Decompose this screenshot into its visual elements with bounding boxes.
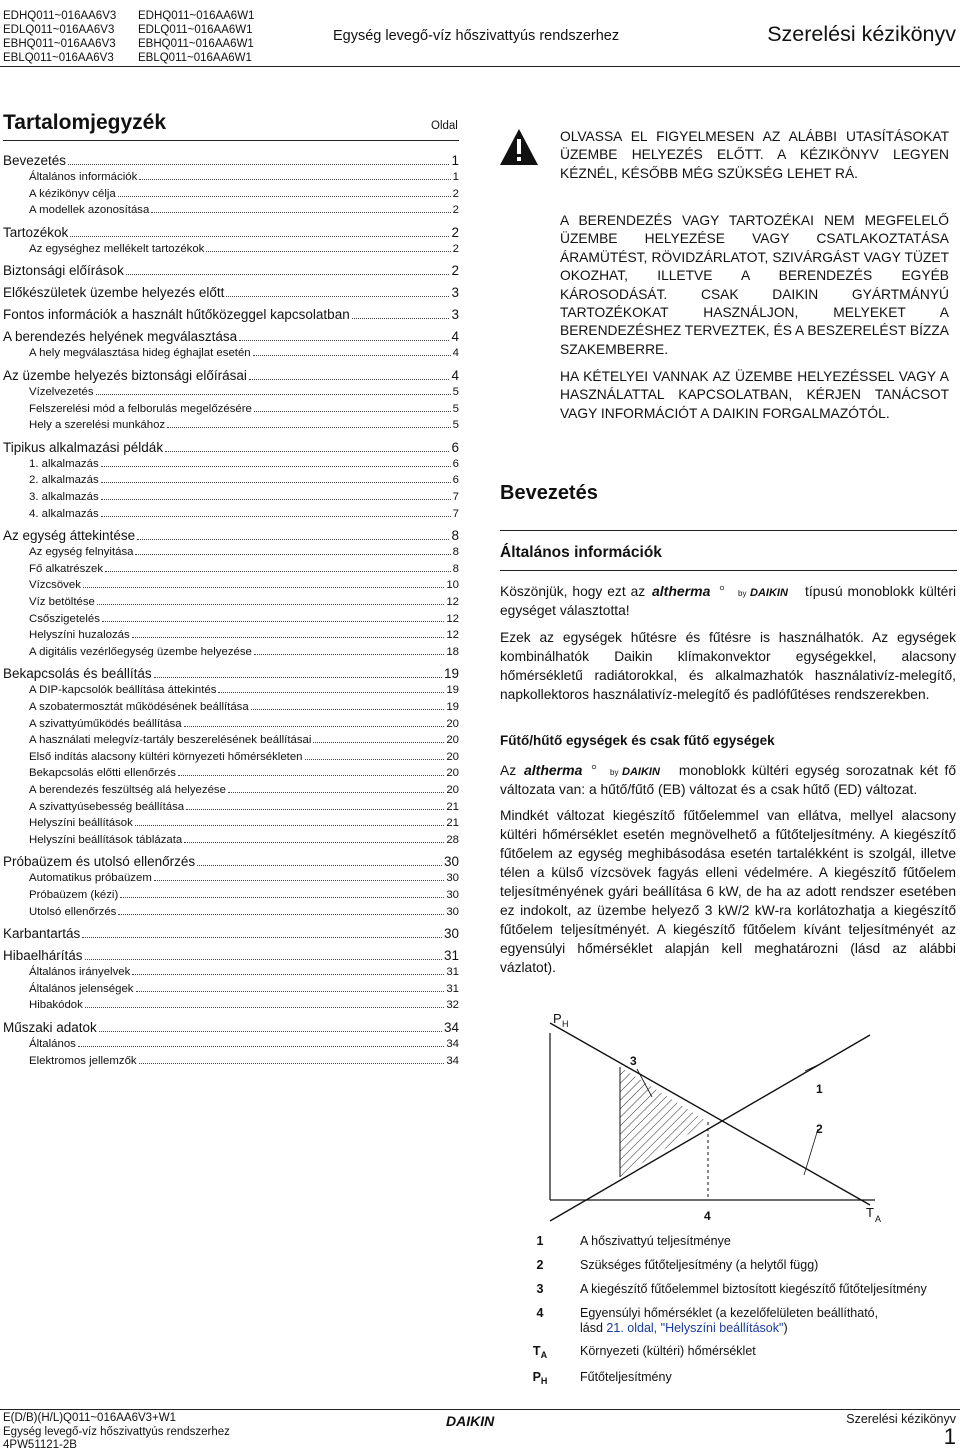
toc-entry-page: 12 bbox=[446, 629, 459, 642]
callout-4: 4 bbox=[704, 1209, 711, 1223]
toc-entry[interactable] bbox=[3, 525, 459, 543]
subheading: Fűtő/hűtő egységek és csak fűtő egységek bbox=[500, 733, 775, 748]
toc-entry-title: Vízelvezetés bbox=[29, 386, 94, 398]
toc-entry-title: Az üzembe helyezés biztonsági előírásai bbox=[3, 368, 247, 383]
toc-entry[interactable] bbox=[3, 543, 459, 558]
toc-entry-title: A szivattyúsebesség beállítása bbox=[29, 800, 185, 813]
toc-entry[interactable] bbox=[3, 963, 459, 978]
x-axis-label: T bbox=[866, 1205, 874, 1220]
toc-entry-title: Automatikus próbaüzem bbox=[29, 872, 152, 885]
toc-leader-dots bbox=[154, 880, 445, 881]
toc-entry-page: 10 bbox=[446, 579, 459, 592]
paragraph: Ezek az egységek hűtésre és fűtésre is használhatók. Az egységek kombinálhatók Daikin klímakonvektor egységekkel, alacsony hőmérsékletű radiátorokkal, és alkalmazhatók használativíz-melegítő, napkollektoros használativíz-melegítő és padlófűtéses rendszerekben. bbox=[500, 630, 956, 702]
toc-entry[interactable] bbox=[3, 643, 459, 658]
toc-leader-dots bbox=[101, 499, 451, 500]
toc-entry[interactable] bbox=[3, 282, 459, 300]
toc-leader-dots bbox=[165, 451, 449, 452]
toc-leader-dots bbox=[305, 759, 445, 760]
toc-entry-title: 1. alkalmazás bbox=[29, 457, 99, 470]
toc-leader-dots bbox=[206, 251, 450, 252]
toc-leader-dots bbox=[228, 792, 444, 793]
toc-entry-title: Fő alkatrészek bbox=[29, 562, 104, 575]
toc-entry-title: Tipikus alkalmazási példák bbox=[3, 439, 164, 455]
toc-entry[interactable] bbox=[3, 715, 459, 730]
toc-entry-title: Tartozékok bbox=[3, 224, 69, 240]
toc-entry-page: 6 bbox=[451, 439, 459, 455]
toc-entry-page: 6 bbox=[452, 474, 459, 487]
toc-leader-dots bbox=[78, 1046, 444, 1047]
toc-entry-title: A szobatermosztát működésének beállítása bbox=[29, 701, 249, 713]
toc-entry-page: 19 bbox=[446, 684, 459, 697]
toc-entry[interactable] bbox=[3, 980, 459, 995]
toc-entry-title: A digitális vezérlőegység üzembe helyezése bbox=[29, 645, 252, 658]
model-code: EBLQ011~016AA6W1 bbox=[138, 52, 252, 64]
toc-entry[interactable] bbox=[3, 923, 459, 941]
legend-text: Fűtőteljesítmény bbox=[580, 1370, 672, 1384]
toc-entry-page: 5 bbox=[452, 402, 459, 415]
model-code: EDLQ011~016AA6V3 bbox=[3, 24, 115, 36]
toc-entry-title: Próbaüzem és utolsó ellenőrzés bbox=[3, 854, 196, 870]
toc-leader-dots bbox=[132, 974, 444, 975]
toc-entry-title: Helyszíni huzalozás bbox=[29, 629, 130, 642]
legend-key: 4 bbox=[536, 1306, 544, 1320]
toc-entry-page: 19 bbox=[443, 666, 459, 682]
toc-entry-title: Általános információk bbox=[29, 171, 138, 183]
footer-subtitle: Egység levegő-víz hőszivattyús rendszerhez bbox=[3, 1425, 230, 1438]
toc-entry[interactable] bbox=[3, 471, 459, 486]
toc-entry-page: 30 bbox=[446, 905, 459, 918]
toc-entry-page: 32 bbox=[446, 999, 459, 1012]
toc-entry-title: Általános irányelvek bbox=[29, 966, 131, 979]
callout-leader bbox=[805, 1065, 818, 1071]
legend-key: 1 bbox=[536, 1234, 544, 1248]
toc-divider bbox=[3, 140, 459, 141]
toc-entry[interactable] bbox=[3, 903, 459, 918]
toc-leader-dots bbox=[102, 621, 444, 622]
toc-entry[interactable] bbox=[3, 201, 459, 216]
toc-leader-dots bbox=[184, 842, 444, 843]
toc-entry-title: A berendezés feszültség alá helyezése bbox=[29, 784, 226, 796]
toc-entry[interactable] bbox=[3, 222, 459, 240]
section-heading: Bevezetés bbox=[500, 482, 598, 504]
warning-text: OLVASSA EL FIGYELMESEN AZ ALÁBBI UTASÍTÁSOKAT ÜZEMBE HELYEZÉS ELŐTT. A KÉZIKÖNYV LEGYEN KÉZNÉL, KÉSŐBB MÉG SZÜKSÉG LEHET RÁ. bbox=[560, 129, 949, 181]
toc-entry-page: 1 bbox=[452, 171, 459, 183]
toc-entry[interactable] bbox=[3, 185, 459, 200]
legend-text: A kiegészítő fűtőelemmel biztosított kiegészítő fűtőteljesítmény bbox=[580, 1282, 927, 1296]
section-divider bbox=[500, 570, 957, 571]
page-number: 1 bbox=[943, 1424, 956, 1449]
toc-entry-page: 30 bbox=[443, 854, 459, 870]
toc-page-label: Oldal bbox=[431, 120, 458, 132]
toc-entry[interactable] bbox=[3, 344, 459, 359]
toc-entry-page: 4 bbox=[452, 347, 459, 360]
toc-entry-page: 2 bbox=[452, 204, 459, 217]
toc-entry-page: 2 bbox=[451, 263, 459, 279]
toc-leader-dots bbox=[135, 825, 444, 826]
logo-word: altherma bbox=[652, 584, 711, 600]
toc-entry-title: Hibakódok bbox=[29, 999, 83, 1012]
toc-entry-page: 7 bbox=[452, 491, 459, 503]
required-capacity-line bbox=[550, 1023, 870, 1205]
toc-leader-dots bbox=[120, 897, 444, 898]
toc-entry-title: Elektromos jellemzők bbox=[29, 1054, 137, 1067]
text-run: Az bbox=[500, 763, 517, 778]
toc-entry-page: 12 bbox=[446, 612, 459, 625]
legend-key-sub: A bbox=[540, 1350, 548, 1360]
toc-entry-title: Első indítás alacsony kültéri környezeti hőmérsékleten bbox=[29, 750, 303, 763]
toc-entry-title: A berendezés helyének megválasztása bbox=[3, 329, 238, 345]
toc-entry-title: Helyszíni beállítások bbox=[29, 817, 133, 830]
toc-leader-dots bbox=[118, 914, 444, 915]
toc-entry-page: 20 bbox=[446, 750, 459, 763]
toc-entry-page: 8 bbox=[451, 528, 459, 544]
toc-entry[interactable] bbox=[3, 886, 459, 901]
toc-leader-dots bbox=[253, 355, 451, 356]
supplementary-capacity-area bbox=[620, 1067, 708, 1177]
toc-entry[interactable] bbox=[3, 150, 459, 168]
toc-entry[interactable] bbox=[3, 626, 459, 641]
toc-entry-page: 2 bbox=[451, 224, 459, 240]
toc-entry-title: Általános bbox=[29, 1038, 76, 1050]
model-list-w1 bbox=[138, 9, 254, 65]
legend-text bbox=[580, 1306, 940, 1336]
legend-key: 3 bbox=[536, 1282, 544, 1296]
toc-entry-title: Hely a szerelési munkához bbox=[29, 419, 166, 432]
toc-entry[interactable] bbox=[3, 576, 459, 591]
header-divider bbox=[0, 66, 960, 67]
toc-entry[interactable] bbox=[3, 681, 459, 696]
toc-leader-dots bbox=[101, 516, 451, 517]
toc-entry-title: Az egység áttekintése bbox=[3, 528, 136, 544]
footer-divider bbox=[0, 1409, 960, 1410]
toc-entry[interactable] bbox=[3, 416, 459, 431]
toc-entry-title: 2. alkalmazás bbox=[29, 474, 99, 487]
toc-entry-title: Karbantartás bbox=[3, 926, 81, 942]
toc-leader-dots bbox=[137, 539, 449, 540]
paragraph: Mindkét változat kiegészítő fűtőelemmel van ellátva, mellyel alacsony kültéri hőmérséklet esetén megnövelhető a fűtőteljesítmény. A kiegészítő fűtőelem az egység meghibásodása esetén tartalékként is szolgál, illetve télen a külső vízcsövek fagyás elleni védelmére. A kiegészítő fűtőelem teljesítményének gyári beállítása 6 kW, de ha az adott rendszer esetében ez indokolt, az üzembe helyező 3 kW/2 kW-ra korlátozhatja a kiegészítő fűtőelem teljesítményét. A kiegészítő fűtőelem kívánt teljesítményét az egyensúlyi hőmérséklet alapján kell meghatározni (lásd az alábbi vázlatot). bbox=[500, 808, 956, 975]
callout-3: 3 bbox=[630, 1054, 637, 1068]
legend-key bbox=[520, 1344, 560, 1360]
text-run: ) bbox=[783, 1321, 788, 1335]
toc-entry[interactable] bbox=[3, 326, 459, 344]
toc-entry-title: Vízcsövek bbox=[29, 579, 81, 592]
toc-entry[interactable] bbox=[3, 1052, 459, 1067]
warning-text: A BERENDEZÉS VAGY TARTOZÉKAI NEM MEGFELELŐ ÜZEMBE HELYEZÉSE VAGY CSATLAKOZTATÁSA ÁRAMÜTÉST, RÖVIDZÁRLATOT, SZIVÁRGÁST VAGY TÜZET OKOZHAT, ILLETVE A BERENDEZÉS EGYÉB KÁROSODÁSÁT. CSAK DAIKIN GYÁRTMÁNYÚ TARTOZÉKOKAT HASZNÁLJON, MELYEKET A BERENDEZÉSHEZ TERVEZTEK, ÉS A BESZERELÉST BÍZZA SZAKEMBERRE. bbox=[560, 213, 949, 357]
toc-entry[interactable] bbox=[3, 260, 459, 278]
altherma-logo bbox=[522, 763, 672, 779]
toc-entry[interactable] bbox=[3, 455, 459, 470]
toc-entry-page: 31 bbox=[446, 966, 459, 979]
toc-entry[interactable] bbox=[3, 945, 459, 963]
toc-leader-dots bbox=[99, 1031, 442, 1032]
header-title: Szerelési kézikönyv bbox=[767, 22, 956, 46]
toc-title: Tartalomjegyzék bbox=[3, 111, 167, 134]
toc-entry[interactable] bbox=[3, 1035, 459, 1050]
toc-entry[interactable] bbox=[3, 698, 459, 713]
toc-entry[interactable] bbox=[3, 610, 459, 625]
daikin-logo bbox=[446, 1413, 518, 1429]
paragraph bbox=[500, 582, 956, 620]
y-axis-label-sub: H bbox=[562, 1019, 569, 1029]
toc-entry-page: 7 bbox=[452, 507, 459, 520]
toc-entry[interactable] bbox=[3, 798, 459, 813]
toc-leader-dots bbox=[352, 318, 450, 319]
legend-key: 2 bbox=[536, 1258, 544, 1272]
text-run: monoblokk kültéri egység sorozatnak két fő változata van: a hűtő/fűtő (EB) változat és a csak hűtő (ED) változat. bbox=[500, 763, 956, 797]
legend-text: Környezeti (kültéri) hőmérséklet bbox=[580, 1344, 756, 1358]
toc-leader-dots bbox=[135, 554, 450, 555]
footer-info bbox=[3, 1412, 230, 1453]
toc-entry-title: Felszerelési mód a felborulás megelőzésére bbox=[29, 402, 252, 415]
legend-text: Szükséges fűtőteljesítmény (a helytől függ) bbox=[580, 1258, 819, 1272]
toc-entry[interactable] bbox=[3, 383, 459, 398]
toc-leader-dots bbox=[313, 742, 444, 743]
toc-leader-dots bbox=[132, 637, 445, 638]
toc-leader-dots bbox=[197, 865, 442, 866]
toc-leader-dots bbox=[136, 991, 445, 992]
toc-leader-dots bbox=[83, 587, 444, 588]
toc-entry-page: 34 bbox=[446, 1038, 459, 1050]
toc-entry[interactable] bbox=[3, 505, 459, 520]
toc-entry-page: 3 bbox=[451, 307, 459, 323]
toc-entry-page: 31 bbox=[443, 948, 459, 964]
toc-entry-page: 1 bbox=[451, 153, 459, 168]
toc-entry-page: 34 bbox=[446, 1054, 459, 1067]
callout-1: 1 bbox=[816, 1082, 823, 1096]
toc-entry-page: 30 bbox=[446, 872, 459, 885]
toc-entry-page: 19 bbox=[446, 701, 459, 713]
toc-entry-title: A kézikönyv célja bbox=[29, 187, 116, 200]
model-code: EBLQ011~016AA6V3 bbox=[3, 52, 114, 64]
model-code: EDHQ011~016AA6V3 bbox=[3, 10, 117, 22]
warning-text: HA KÉTELYEI VANNAK AZ ÜZEMBE HELYEZÉSSEL VAGY A HASZNÁLATTAL KAPCSOLATBAN, KÉRJEN TANÁCSOT VAGY INFORMÁCIÓT A DAIKIN FORGALMAZÓTÓL. bbox=[560, 369, 949, 421]
toc-entry-title: A modellek azonosítása bbox=[29, 204, 150, 217]
toc-entry-title: Utolsó ellenőrzés bbox=[29, 905, 117, 918]
toc-entry-title: A szivattyúműködés beállítása bbox=[29, 717, 182, 730]
toc-leader-dots bbox=[186, 809, 444, 810]
logo-by: by bbox=[738, 589, 747, 599]
x-axis-label-sub: A bbox=[875, 1214, 882, 1224]
toc-entry-title: Az egységhez mellékelt tartozékok bbox=[29, 242, 205, 255]
section-divider bbox=[500, 530, 957, 531]
toc-leader-dots bbox=[139, 179, 450, 180]
legend-key bbox=[520, 1370, 560, 1386]
toc-entry[interactable] bbox=[3, 240, 459, 255]
toc-entry-page: 2 bbox=[452, 242, 459, 255]
toc-entry-page: 30 bbox=[443, 926, 459, 942]
toc-entry-title: Általános jelenségek bbox=[29, 982, 134, 995]
toc-entry[interactable] bbox=[3, 731, 459, 746]
toc-entry[interactable] bbox=[3, 781, 459, 796]
model-code: EBHQ011~016AA6V3 bbox=[3, 38, 116, 50]
toc-entry-page: 20 bbox=[446, 784, 459, 796]
legend-key-main: T bbox=[532, 1344, 541, 1358]
toc-entry-page: 30 bbox=[446, 889, 459, 901]
toc-entry-page: 5 bbox=[452, 419, 459, 432]
toc-entry[interactable] bbox=[3, 560, 459, 575]
subsection-heading: Általános információk bbox=[500, 544, 662, 561]
toc-entry-title: 4. alkalmazás bbox=[29, 507, 99, 520]
altherma-logo bbox=[650, 584, 800, 600]
toc-entry-page: 34 bbox=[443, 1020, 459, 1035]
text-run: típusú monoblokk kültéri egységet választotta! bbox=[500, 584, 957, 618]
toc-entry-title: Műszaki adatok bbox=[3, 1020, 97, 1035]
toc-leader-dots bbox=[126, 274, 450, 275]
toc-leader-dots bbox=[97, 604, 444, 605]
toc-entry-title: Előkészületek üzembe helyezés előtt bbox=[3, 285, 225, 301]
toc-leader-dots bbox=[68, 164, 449, 165]
legend-text: A hőszivattyú teljesítménye bbox=[580, 1234, 731, 1248]
toc-entry[interactable] bbox=[3, 437, 459, 455]
footer-doc-title: Szerelési kézikönyv bbox=[846, 1412, 956, 1426]
toc-leader-dots bbox=[239, 340, 449, 341]
toc-entry-title: Hibaelhárítás bbox=[3, 948, 83, 964]
toc-entry-page: 6 bbox=[452, 457, 459, 470]
model-code: EDLQ011~016AA6W1 bbox=[138, 24, 253, 36]
toc-entry-page: 12 bbox=[446, 596, 459, 608]
toc-entry-title: A DIP-kapcsolók beállítása áttekintés bbox=[29, 684, 217, 697]
text-run: Köszönjük, hogy ezt az bbox=[500, 584, 646, 599]
toc-entry[interactable] bbox=[3, 365, 459, 383]
logo-by: by bbox=[610, 768, 619, 778]
legend-key-sub: H bbox=[540, 1376, 548, 1386]
toc-leader-dots bbox=[254, 411, 451, 412]
toc-entry[interactable] bbox=[3, 851, 459, 869]
toc-leader-dots bbox=[251, 709, 445, 710]
toc-entry-title: A hely megválasztása hideg éghajlat esetén bbox=[29, 347, 251, 360]
toc-leader-dots bbox=[184, 726, 445, 727]
toc-entry-page: 20 bbox=[446, 767, 459, 780]
toc-entry-page: 21 bbox=[446, 800, 459, 813]
toc-entry-page: 8 bbox=[452, 546, 459, 559]
toc-entry-title: Biztonsági előírások bbox=[3, 263, 124, 279]
toc-leader-dots bbox=[101, 482, 451, 483]
header-subtitle: Egység levegő-víz hőszivattyús rendszerhez bbox=[333, 28, 620, 44]
model-code: EDHQ011~016AA6W1 bbox=[138, 10, 255, 22]
toc-entry-page: 28 bbox=[446, 833, 459, 846]
toc-entry[interactable] bbox=[3, 663, 459, 681]
toc-entry[interactable] bbox=[3, 764, 459, 779]
legend-key-main: P bbox=[532, 1370, 541, 1384]
toc-entry[interactable] bbox=[3, 488, 459, 503]
toc-leader-dots bbox=[218, 692, 444, 693]
footer-brand: DAIKIN bbox=[446, 1413, 495, 1429]
toc-entry-page: 4 bbox=[451, 329, 459, 345]
toc-entry-title: Bekapcsolás és beállítás bbox=[3, 666, 152, 682]
toc-entry-title: Helyszíni beállítások táblázata bbox=[29, 833, 183, 846]
toc-leader-dots bbox=[154, 677, 442, 678]
toc-entry-title: Az egység felnyitása bbox=[29, 546, 134, 559]
toc-entry-title: Bekapcsolás előtti ellenőrzés bbox=[29, 767, 176, 780]
toc-entry[interactable] bbox=[3, 400, 459, 415]
page-reference-link[interactable]: 21. oldal, "Helyszíni beállítások" bbox=[606, 1321, 784, 1335]
toc-leader-dots bbox=[101, 466, 451, 467]
toc-entry[interactable] bbox=[3, 831, 459, 846]
logo-brand: DAIKIN bbox=[622, 766, 661, 779]
toc-entry-title: A használati melegvíz-tartály beszerelésének beállításai bbox=[29, 734, 312, 747]
toc-entry[interactable] bbox=[3, 593, 459, 608]
toc-entry-page: 20 bbox=[446, 717, 459, 730]
y-axis-label: P bbox=[553, 1011, 562, 1026]
toc-leader-dots bbox=[226, 296, 449, 297]
paragraph bbox=[500, 761, 956, 799]
model-list-v3 bbox=[3, 9, 116, 65]
toc-leader-dots bbox=[70, 236, 449, 237]
toc-entry-page: 2 bbox=[452, 187, 459, 200]
toc-leader-dots bbox=[254, 654, 444, 655]
toc-leader-dots bbox=[82, 937, 442, 938]
toc-entry-page: 18 bbox=[446, 645, 459, 658]
toc-entry-title: Bevezetés bbox=[3, 153, 67, 168]
toc-leader-dots bbox=[85, 959, 442, 960]
text-run: lásd bbox=[580, 1321, 603, 1335]
toc-entry[interactable] bbox=[3, 996, 459, 1011]
toc-entry-page: 4 bbox=[451, 368, 459, 383]
toc-entry-title: Csőszigetelés bbox=[29, 612, 100, 625]
logo-word: altherma bbox=[524, 763, 583, 779]
toc-entry[interactable] bbox=[3, 814, 459, 829]
toc-leader-dots bbox=[105, 571, 451, 572]
toc-entry-page: 31 bbox=[446, 982, 459, 995]
toc-entry[interactable] bbox=[3, 304, 459, 322]
legend-text-line: Egyensúlyi hőmérséklet (a kezelőfelületen beállítható, bbox=[580, 1306, 879, 1320]
callout-2: 2 bbox=[816, 1122, 823, 1136]
toc-leader-dots bbox=[139, 1063, 445, 1064]
model-code: EBHQ011~016AA6W1 bbox=[138, 38, 254, 50]
toc-entry-page: 20 bbox=[446, 734, 459, 747]
footer-model-code: E(D/B)(H/L)Q011~016AA6V3+W1 bbox=[3, 1412, 177, 1424]
toc-leader-dots bbox=[118, 196, 451, 197]
toc-leader-dots bbox=[249, 379, 450, 380]
toc-entry[interactable] bbox=[3, 748, 459, 763]
toc-leader-dots bbox=[85, 1007, 445, 1008]
warning-icon bbox=[499, 128, 539, 166]
toc-entry[interactable] bbox=[3, 1017, 459, 1035]
toc-entry-title: Próbaüzem (kézi) bbox=[29, 889, 119, 901]
page-header bbox=[0, 0, 960, 66]
logo-brand: DAIKIN bbox=[750, 587, 788, 600]
toc-leader-dots bbox=[167, 427, 451, 428]
toc-entry-page: 8 bbox=[452, 562, 459, 575]
toc-entry-page: 5 bbox=[452, 386, 459, 398]
toc-entry-title: Fontos információk a használt hűtőközeggel kapcsolatban bbox=[3, 307, 350, 323]
toc-entry[interactable] bbox=[3, 168, 459, 183]
toc-entry[interactable] bbox=[3, 869, 459, 884]
toc-entry-title: Víz betöltése bbox=[29, 596, 95, 608]
balance-temperature-diagram bbox=[520, 1005, 900, 1225]
toc-leader-dots bbox=[178, 775, 444, 776]
toc-leader-dots bbox=[96, 394, 451, 395]
toc-entry-page: 3 bbox=[451, 285, 459, 301]
toc-entry-page: 21 bbox=[446, 817, 459, 830]
toc-leader-dots bbox=[151, 212, 450, 213]
footer-doc-number: 4PW51121-2B bbox=[3, 1439, 77, 1451]
toc-entry-title: 3. alkalmazás bbox=[29, 491, 99, 503]
